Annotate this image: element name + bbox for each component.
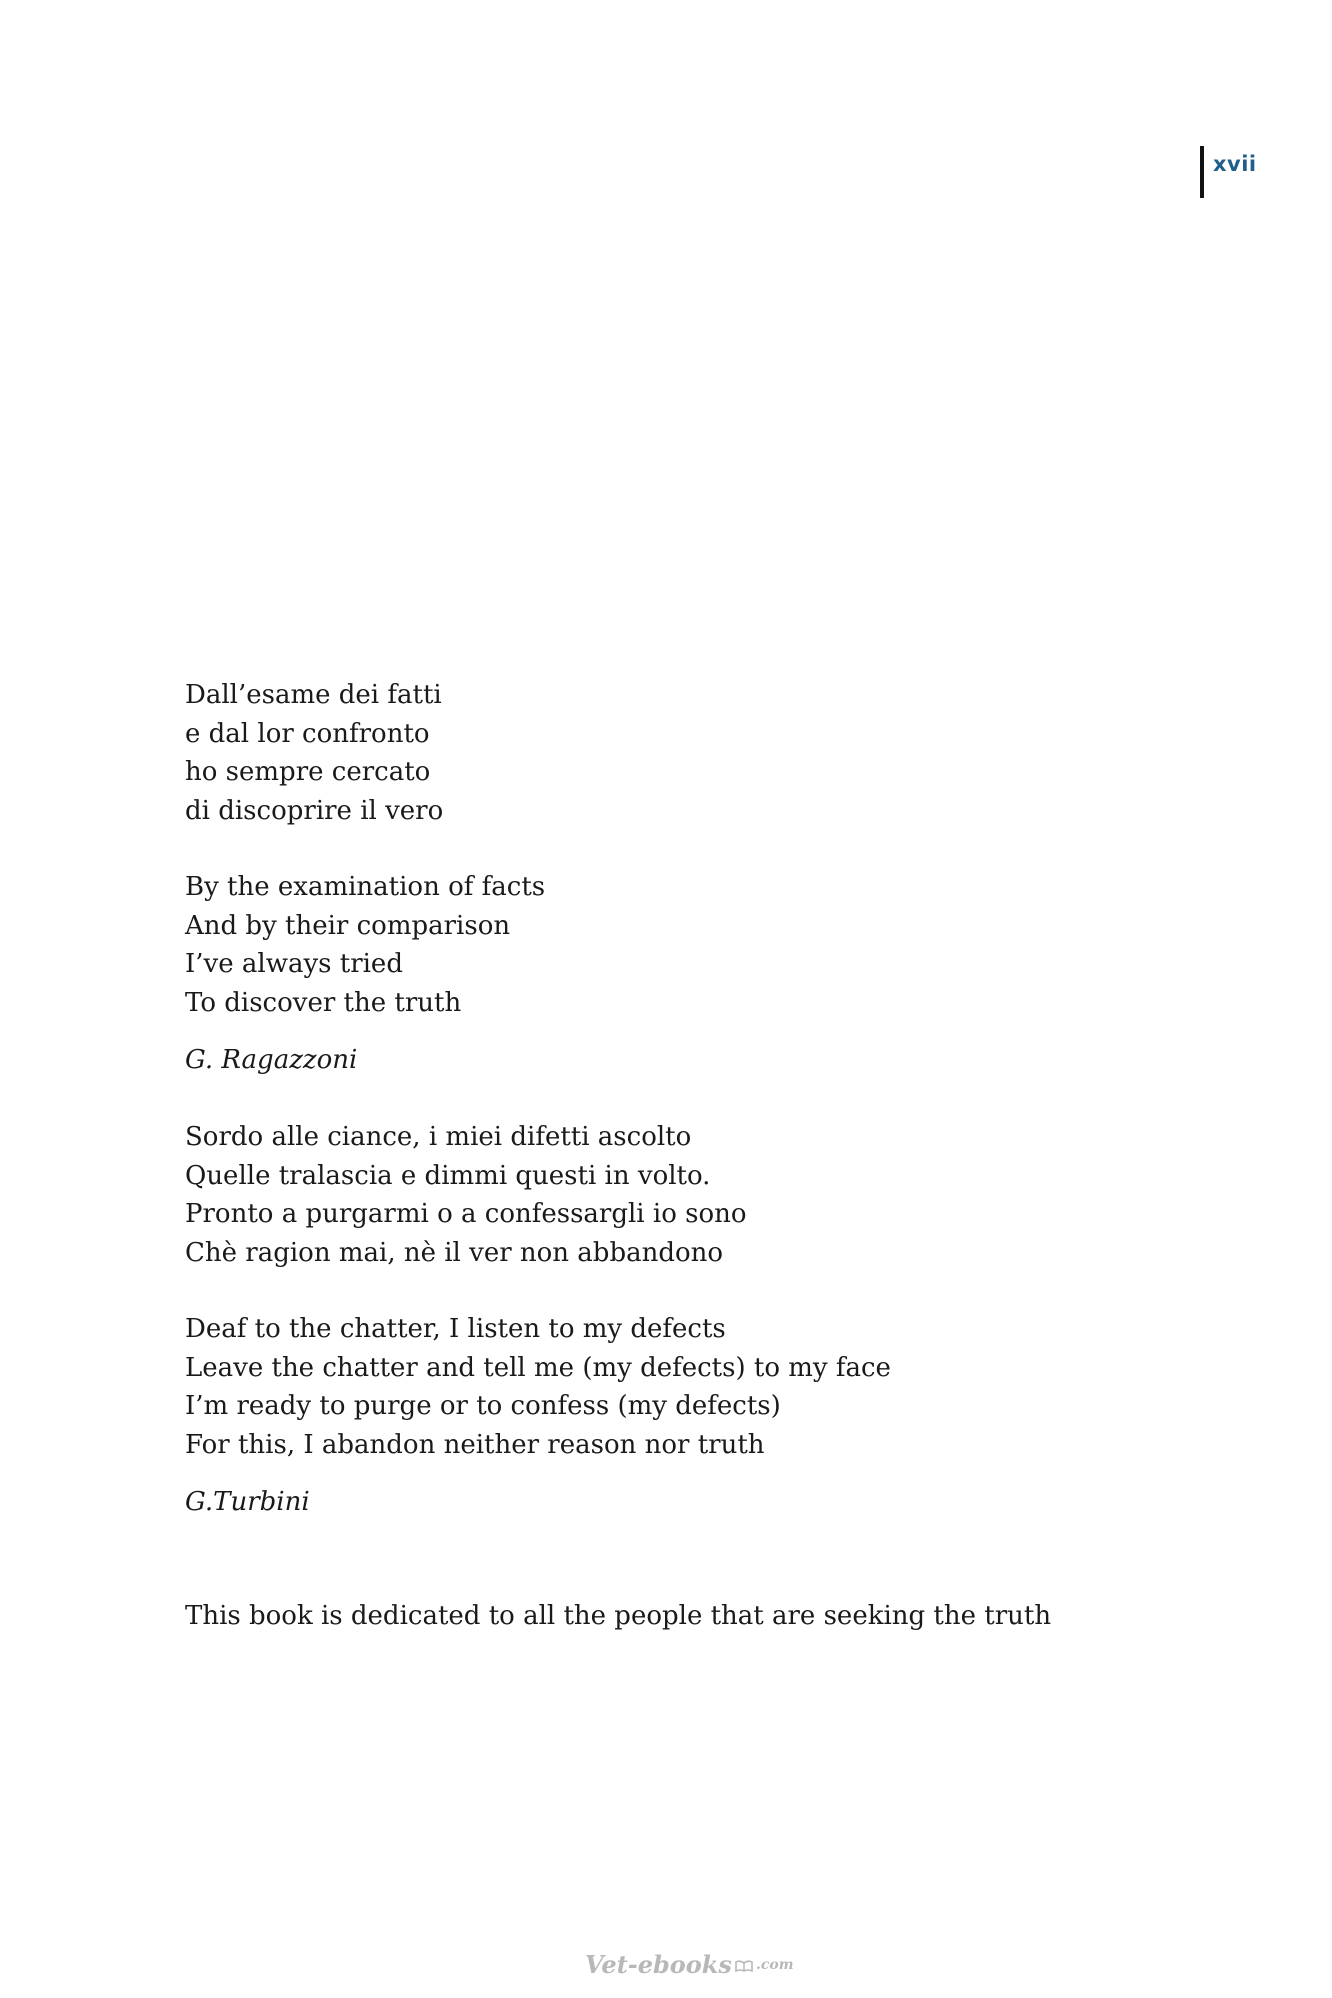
verse-line: Leave the chatter and tell me (my defects) to my face [185, 1352, 891, 1383]
epigraph-content [185, 676, 1185, 1636]
quote1-italian-stanza [185, 676, 1185, 830]
dedication: This book is dedicated to all the people that are seeking the truth [185, 1601, 1052, 1631]
verse-line: Quelle tralascia e dimmi questi in volto. [185, 1160, 711, 1191]
page-number-marker [1200, 146, 1257, 198]
verse-line: Chè ragion mai, nè il ver non abbandono [185, 1237, 724, 1268]
verse-line: By the examination of facts [185, 872, 546, 902]
verse-line: Pronto a purgarmi o a confessargli io sono [185, 1199, 747, 1229]
watermark-suffix: .com [755, 1956, 794, 1973]
watermark-main: Vet-ebooks [585, 1950, 732, 1979]
verse-line: And by their comparison [185, 910, 511, 941]
verse-line: di discoprire il vero [185, 795, 444, 826]
quote2-author: G.Turbini [185, 1487, 310, 1517]
quote2-english-stanza [185, 1310, 1185, 1464]
verse-line: e dal lor confronto [185, 718, 430, 749]
page-number: xvii [1213, 152, 1257, 176]
watermark [585, 1950, 794, 1979]
verse-line: Sordo alle ciance, i miei difetti ascolto [185, 1122, 692, 1152]
verse-line: I’ve always tried [185, 949, 403, 979]
quote2-italian-stanza [185, 1118, 1185, 1272]
verse-line: To discover the truth [185, 987, 462, 1018]
verse-line: ho sempre cercato [185, 757, 431, 787]
verse-line: Dall’esame dei fatti [185, 680, 442, 710]
page-marker-rule [1200, 146, 1204, 198]
verse-line: Deaf to the chatter, I listen to my defects [185, 1314, 726, 1344]
verse-line: I’m ready to purge or to confess (my defects) [185, 1391, 781, 1421]
open-book-icon [735, 1958, 753, 1972]
quote1-author: G. Ragazzoni [185, 1045, 358, 1075]
verse-line: For this, I abandon neither reason nor truth [185, 1429, 765, 1460]
quote1-english-stanza [185, 868, 1185, 1022]
